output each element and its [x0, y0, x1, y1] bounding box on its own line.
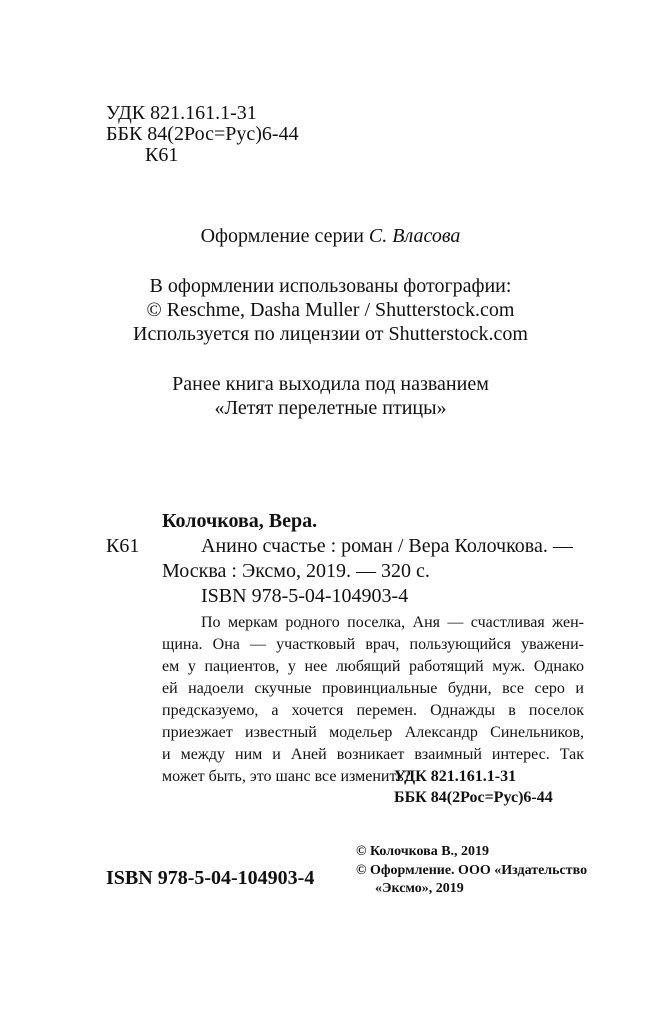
copyright-publisher: «Эксмо», 2019 [375, 881, 464, 896]
annotation-line: ей надоели скучные провинциальные будни, все серо и [162, 680, 584, 697]
photo-credit-line-3: Используется по лицензии от Shutterstock.com [133, 323, 528, 345]
annotation-line: По меркам родного поселка, Аня — счастливая жен- [201, 614, 584, 631]
series-design-prefix: Оформление серии [200, 225, 369, 247]
annotation-udk: УДК 821.161.1-31 [394, 768, 517, 785]
photo-credit-line-2: © Reschme, Dasha Muller / Shutterstock.com [146, 299, 515, 321]
annotation-bbk: ББК 84(2Рос=Рус)6-44 [394, 789, 553, 806]
bbk-code: ББК 84(2Рос=Рус)6-44 [106, 123, 299, 145]
footer-isbn: ISBN 978-5-04-104903-4 [106, 867, 315, 889]
copyright-design: © Оформление. ООО «Издательство [356, 863, 588, 878]
catalog-title-line: Анино счастье : роман / Вера Колочкова. — [201, 535, 573, 557]
series-design-credit [0, 224, 661, 248]
annotation-line: щина. Она — участковый врач, пользующийся уважени- [162, 636, 584, 653]
annotation-line: и между ним и Аней возникает взаимный интерес. Так [162, 746, 584, 763]
annotation-line: может быть, это шанс все изменить? [162, 768, 411, 785]
previous-title-line-2: «Летят перелетные птицы» [214, 397, 447, 419]
annotation-line: приезжает известный модельер Александр Синельников, [162, 724, 584, 741]
catalog-publisher-line: Москва : Эксмо, 2019. — 320 с. [162, 560, 430, 582]
annotation-line: предсказуемо, а хочется перемен. Однажды в поселок [162, 702, 584, 719]
catalog-sign: К61 [106, 535, 140, 557]
previous-title-line-1: Ранее книга выходила под названием [172, 373, 489, 395]
catalog-isbn: ISBN 978-5-04-104903-4 [201, 585, 409, 607]
series-designer-name: С. Власова [368, 225, 461, 247]
copyright-author: © Колочкова В., 2019 [356, 844, 490, 859]
annotation-line: ем у пациентов, у нее любящий работящий муж. Однако [162, 658, 584, 675]
author-sign: К61 [145, 144, 179, 166]
photo-credit-line-1: В оформлении использованы фотографии: [149, 275, 512, 297]
udk-code: УДК 821.161.1-31 [106, 102, 257, 124]
catalog-author: Колочкова, Вера. [162, 510, 318, 532]
